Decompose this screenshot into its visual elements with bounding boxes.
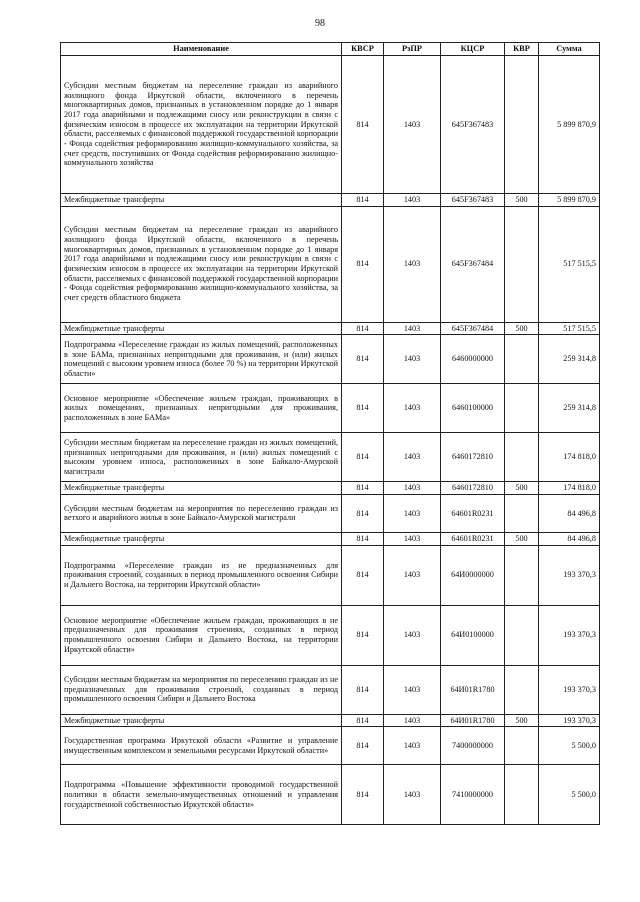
table-row [61, 433, 600, 482]
kvr-cell: 500 [505, 532, 539, 545]
sum-cell: 5 899 870,9 [539, 55, 600, 193]
name-cell: Основное мероприятие «Обеспечение жильем граждан, проживающих в не предназначенных для проживания строениях, созданных в период промышленного освоения Сибири и Дальнего Востока, на территории Иркутской области» [61, 605, 342, 665]
kvsr-cell: 814 [342, 193, 384, 206]
kcsr-cell: 6460172810 [441, 433, 505, 482]
table-row [61, 765, 600, 825]
name-cell: Основное мероприятие «Обеспечение жильем граждан, проживающих в жилых помещениях, признанных непригодными для проживания, расположенных в зоне БАМа» [61, 384, 342, 433]
kcsr-cell: 6460100000 [441, 384, 505, 433]
rzpr-cell: 1403 [384, 714, 441, 727]
kcsr-cell: 7400000000 [441, 727, 505, 765]
kcsr-cell: 64601R0231 [441, 494, 505, 532]
kvsr-cell: 814 [342, 494, 384, 532]
kvr-cell [505, 605, 539, 665]
kcsr-cell: 64И01R1780 [441, 665, 505, 714]
kvr-cell [505, 545, 539, 605]
kvr-cell [505, 206, 539, 322]
rzpr-cell: 1403 [384, 206, 441, 322]
header-kvsr: КВСР [342, 43, 384, 56]
kvsr-cell: 814 [342, 727, 384, 765]
kvsr-cell: 814 [342, 206, 384, 322]
name-cell: Субсидии местным бюджетам на переселение граждан из аварийного жилищного фонда Иркутской области, включенного в перечень многоквартирных домов, признанных в установленном порядке до 1 января 2017 года аварийными и подлежащими сносу или реконструкции в связи с физическим износом в процессе их эксплуатации на территории Иркутской области, расселяемых с финансовой поддержкой государственной корпорации - Фонда содействия реформированию жилищно-коммунального хозяйства, за счет средств областного бюджета [61, 206, 342, 322]
rzpr-cell: 1403 [384, 193, 441, 206]
name-cell: Субсидии местным бюджетам на переселение граждан из аварийного жилищного фонда Иркутской области, включенного в перечень многоквартирных домов, признанных в установленном порядке до 1 января 2017 года аварийными и подлежащими сносу или реконструкции в связи с физическим износом в процессе их эксплуатации на территории Иркутской области, расселяемых с финансовой поддержкой государственной корпорации - Фонда содействия реформированию жилищно-коммунального хозяйства, за счет средств, поступивших от Фонда содействия реформированию жилищно-коммунального хозяйства [61, 55, 342, 193]
table-row [61, 665, 600, 714]
rzpr-cell: 1403 [384, 322, 441, 335]
table-row [61, 494, 600, 532]
header-rzpr: РзПР [384, 43, 441, 56]
kvsr-cell: 814 [342, 335, 384, 384]
kvsr-cell: 814 [342, 714, 384, 727]
name-cell: Межбюджетные трансферты [61, 714, 342, 727]
kvsr-cell: 814 [342, 605, 384, 665]
kcsr-cell: 645F367484 [441, 206, 505, 322]
sum-cell: 174 818,0 [539, 433, 600, 482]
table-body [61, 55, 600, 824]
sum-cell: 517 515,5 [539, 206, 600, 322]
kvr-cell [505, 765, 539, 825]
kvsr-cell: 814 [342, 322, 384, 335]
rzpr-cell: 1403 [384, 765, 441, 825]
table-row [61, 605, 600, 665]
kcsr-cell: 6460172810 [441, 482, 505, 495]
kcsr-cell: 64601R0231 [441, 532, 505, 545]
sum-cell: 517 515,5 [539, 322, 600, 335]
name-cell: Подпрограмма «Переселение граждан из не предназначенных для проживания строений, созданных в период промышленного освоения Сибири и Дальнего Востока, на территории Иркутской области» [61, 545, 342, 605]
table-row [61, 206, 600, 322]
sum-cell: 193 370,3 [539, 665, 600, 714]
kvsr-cell: 814 [342, 765, 384, 825]
kvr-cell [505, 665, 539, 714]
table-row [61, 482, 600, 495]
table-row [61, 322, 600, 335]
kvsr-cell: 814 [342, 665, 384, 714]
rzpr-cell: 1403 [384, 55, 441, 193]
table-row [61, 55, 600, 193]
rzpr-cell: 1403 [384, 665, 441, 714]
sum-cell: 5 500,0 [539, 727, 600, 765]
kvr-cell [505, 494, 539, 532]
budget-table [60, 42, 600, 825]
header-kvr: КВР [505, 43, 539, 56]
rzpr-cell: 1403 [384, 494, 441, 532]
kvr-cell [505, 55, 539, 193]
kcsr-cell: 7410000000 [441, 765, 505, 825]
sum-cell: 193 370,3 [539, 545, 600, 605]
sum-cell: 259 314,8 [539, 384, 600, 433]
header-name: Наименование [61, 43, 342, 56]
kvsr-cell: 814 [342, 532, 384, 545]
name-cell: Субсидии местным бюджетам на мероприятия по переселению граждан из ветхого и аварийного жилья в зоне Байкало-Амурской магистрали [61, 494, 342, 532]
kcsr-cell: 645F367483 [441, 55, 505, 193]
kvr-cell: 500 [505, 322, 539, 335]
kvr-cell: 500 [505, 482, 539, 495]
table-row [61, 193, 600, 206]
name-cell: Межбюджетные трансферты [61, 482, 342, 495]
kvr-cell [505, 433, 539, 482]
rzpr-cell: 1403 [384, 335, 441, 384]
name-cell: Межбюджетные трансферты [61, 322, 342, 335]
rzpr-cell: 1403 [384, 727, 441, 765]
kvsr-cell: 814 [342, 433, 384, 482]
table-row [61, 545, 600, 605]
kcsr-cell: 64И0000000 [441, 545, 505, 605]
table-row [61, 714, 600, 727]
sum-cell: 84 496,8 [539, 494, 600, 532]
name-cell: Межбюджетные трансферты [61, 193, 342, 206]
kvr-cell: 500 [505, 714, 539, 727]
rzpr-cell: 1403 [384, 384, 441, 433]
name-cell: Подпрограмма «Повышение эффективности проводимой государственной политики в области земельно-имущественных отношений и управления государственной собственностью Иркутской области» [61, 765, 342, 825]
kvsr-cell: 814 [342, 482, 384, 495]
kvr-cell [505, 727, 539, 765]
name-cell: Государственная программа Иркутской области «Развитие и управление имущественным комплексом и земельными ресурсами Иркутской области» [61, 727, 342, 765]
kcsr-cell: 64И0100000 [441, 605, 505, 665]
name-cell: Подпрограмма «Переселение граждан из жилых помещений, расположенных в зоне БАМа, признанных непригодными для проживания, и (или) жилых помещений с высоким уровнем износа (более 70 %) на территории Иркутской области» [61, 335, 342, 384]
table-header-row [61, 43, 600, 56]
header-kcsr: КЦСР [441, 43, 505, 56]
kvr-cell [505, 384, 539, 433]
table-row [61, 727, 600, 765]
kvsr-cell: 814 [342, 545, 384, 605]
kcsr-cell: 64И01R1780 [441, 714, 505, 727]
header-sum: Сумма [539, 43, 600, 56]
name-cell: Субсидии местным бюджетам на переселение граждан из жилых помещений, признанных непригодными для проживания, и (или) жилых помещений с высоким уровнем износа, расположенных в зоне Байкало-Амурской магистрали [61, 433, 342, 482]
table-row [61, 384, 600, 433]
rzpr-cell: 1403 [384, 545, 441, 605]
name-cell: Межбюджетные трансферты [61, 532, 342, 545]
table-row [61, 532, 600, 545]
sum-cell: 5 500,0 [539, 765, 600, 825]
kvr-cell [505, 335, 539, 384]
name-cell: Субсидии местным бюджетам на мероприятия по переселению граждан из не предназначенных для проживания строений, созданных в период промышленного освоения Сибири и Дальнего Востока [61, 665, 342, 714]
sum-cell: 259 314,8 [539, 335, 600, 384]
page-number: 98 [315, 18, 325, 29]
sum-cell: 5 899 870,9 [539, 193, 600, 206]
kcsr-cell: 645F367484 [441, 322, 505, 335]
kvr-cell: 500 [505, 193, 539, 206]
table-row [61, 335, 600, 384]
sum-cell: 84 496,8 [539, 532, 600, 545]
kvsr-cell: 814 [342, 55, 384, 193]
sum-cell: 193 370,3 [539, 605, 600, 665]
sum-cell: 193 370,3 [539, 714, 600, 727]
kcsr-cell: 645F367483 [441, 193, 505, 206]
rzpr-cell: 1403 [384, 433, 441, 482]
rzpr-cell: 1403 [384, 482, 441, 495]
kcsr-cell: 6460000000 [441, 335, 505, 384]
rzpr-cell: 1403 [384, 532, 441, 545]
sum-cell: 174 818,0 [539, 482, 600, 495]
kvsr-cell: 814 [342, 384, 384, 433]
rzpr-cell: 1403 [384, 605, 441, 665]
